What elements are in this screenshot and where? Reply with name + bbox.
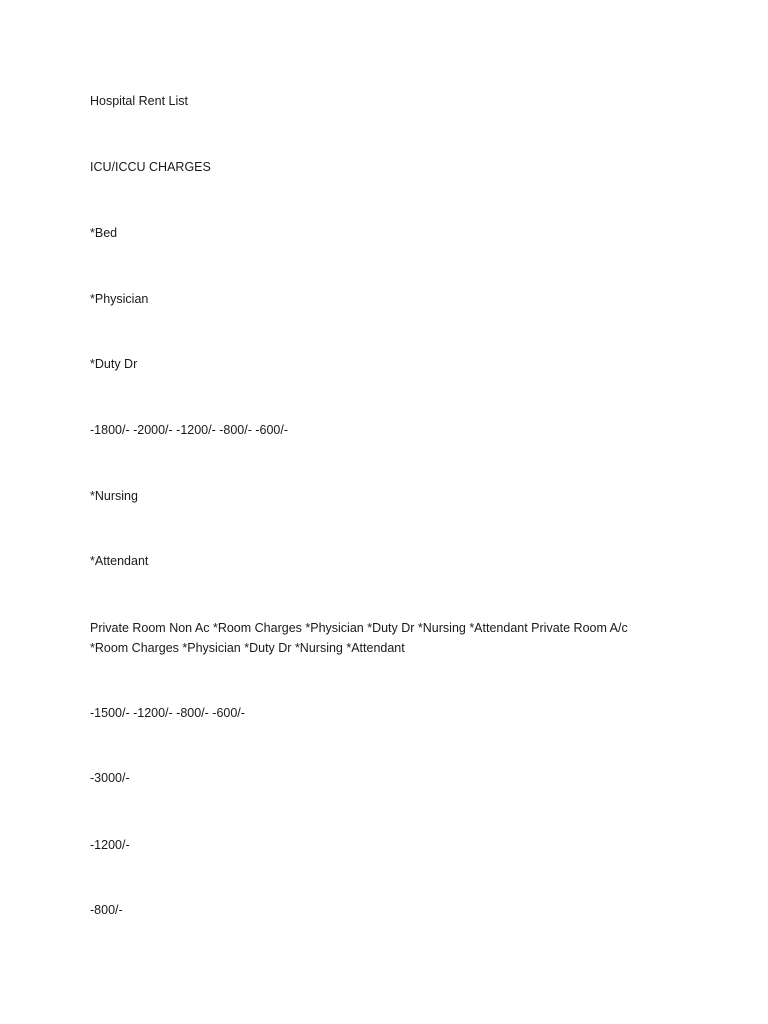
paragraph: -1800/- -2000/- -1200/- -800/- -600/- bbox=[90, 423, 289, 437]
paragraph: -1200/- bbox=[90, 838, 130, 852]
paragraph: -3000/- bbox=[90, 771, 130, 785]
paragraph: *Bed bbox=[90, 226, 118, 240]
paragraph: Private Room Non Ac *Room Charges *Physician *Duty Dr *Nursing *Attendant Private Room A/c *Room Charges *Physician *Duty Dr *Nursing *Attendant bbox=[90, 621, 628, 655]
paragraph: -800/- bbox=[90, 903, 123, 917]
paragraph: -1500/- -1200/- -800/- -600/- bbox=[90, 706, 245, 720]
section-heading: ICU/ICCU CHARGES bbox=[90, 160, 211, 174]
paragraph: *Nursing bbox=[90, 489, 138, 503]
paragraph: *Attendant bbox=[90, 554, 149, 568]
paragraph: *Duty Dr bbox=[90, 357, 138, 371]
paragraph: *Physician bbox=[90, 292, 149, 306]
document-title: Hospital Rent List bbox=[90, 94, 188, 108]
